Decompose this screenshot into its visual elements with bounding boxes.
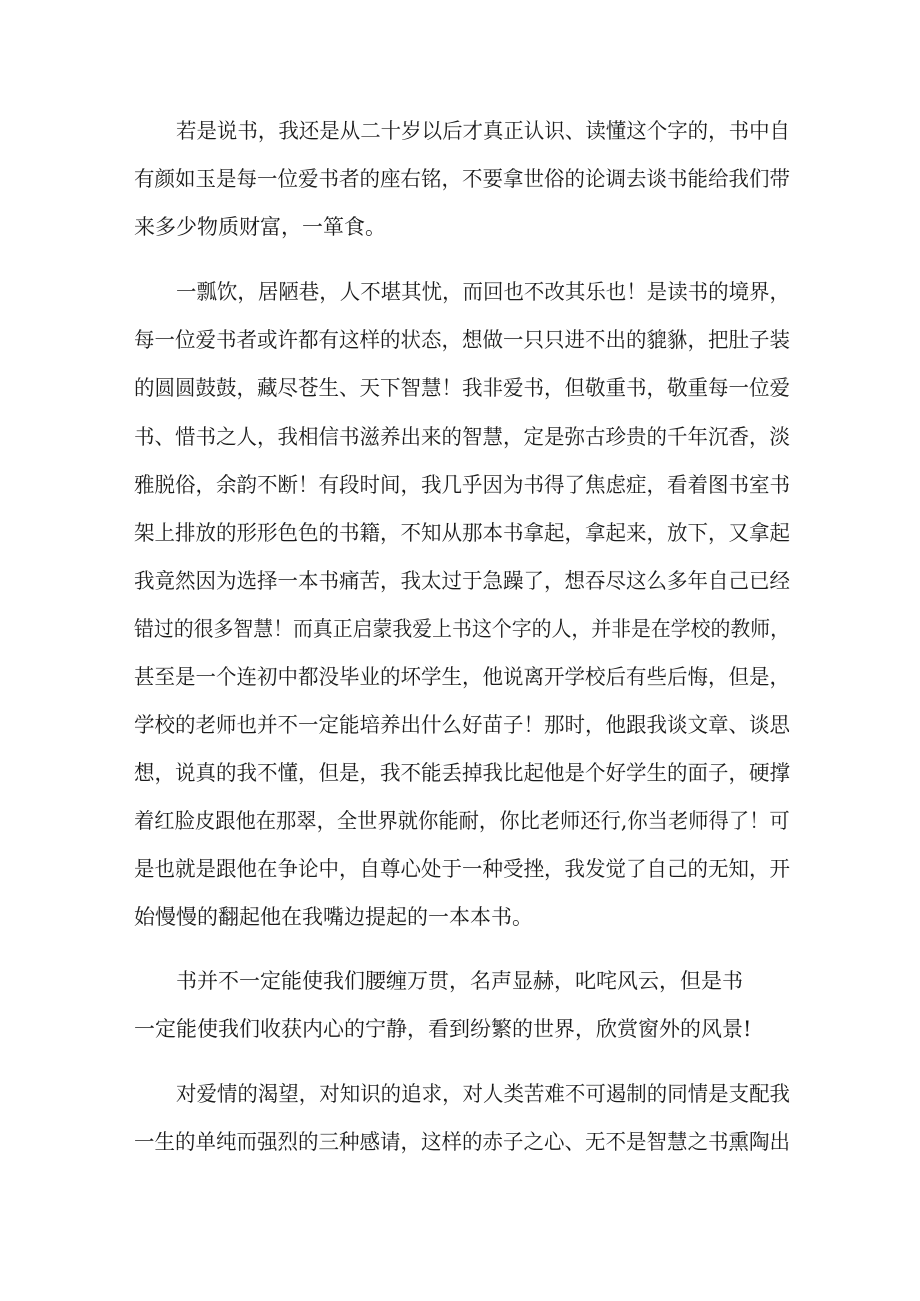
text-line: 甚至是一个连初中都没毕业的坏学生，他说离开学校后有些后悔，但是， xyxy=(134,665,790,689)
text-line: 一生的单纯而强烈的三种感请，这样的赤子之心、无不是智慧之书熏陶出 xyxy=(134,1130,790,1154)
text-line: 若是说书，我还是从二十岁以后才真正认识、读懂这个字的，书中自 xyxy=(176,119,790,143)
text-line: 我竟然因为选择一本书痛苦，我太过于急躁了，想吞尽这么多年自己已经 xyxy=(134,569,790,593)
text-line: 学校的老师也并不一定能培养出什么好苗子！那时，他跟我谈文章、谈思 xyxy=(134,713,790,737)
text-line: 来多少物质财富，一箪食。 xyxy=(134,215,386,239)
text-line: 是也就是跟他在争论中，自尊心处于一种受挫，我发觉了自己的无知，开 xyxy=(134,857,790,881)
text-line: 始慢慢的翻起他在我嘴边提起的一本本书。 xyxy=(134,905,533,929)
text-line: 一瓢饮，居陋巷，人不堪其忧，而回也不改其乐也！是读书的境界， xyxy=(176,280,790,304)
text-line: 想，说真的我不懂，但是，我不能丢掉我比起他是个好学生的面子，硬撑 xyxy=(134,761,790,785)
text-line: 架上排放的形形色色的书籍，不知从那本书拿起，拿起来，放下，又拿起 xyxy=(134,521,790,545)
text-line: 错过的很多智慧！而真正启蒙我爱上书这个字的人，并非是在学校的教师， xyxy=(134,617,790,641)
text-line: 每一位爱书者或许都有这样的状态，想做一只只进不出的貔貅，把肚子装 xyxy=(134,328,790,352)
text-line: 有颜如玉是每一位爱书者的座右铭，不要拿世俗的论调去谈书能给我们带 xyxy=(134,167,790,191)
text-line: 雅脱俗，余韵不断！有段时间，我几乎因为书得了焦虑症，看着图书室书 xyxy=(134,473,790,497)
text-line: 着红脸皮跟他在那翠，全世界就你能耐，你比老师还行,你当老师得了！可 xyxy=(134,809,790,833)
text-line: 书、惜书之人，我相信书滋养出来的智慧，定是弥古珍贵的千年沉香，淡 xyxy=(134,425,790,449)
text-line: 对爱情的渴望，对知识的追求，对人类苦难不可遏制的同情是支配我 xyxy=(176,1082,790,1106)
text-line: 书并不一定能使我们腰缠万贯，名声显赫，叱咤风云，但是书 xyxy=(176,969,743,993)
text-line: 的圆圆鼓鼓，藏尽苍生、天下智慧！我非爱书，但敬重书，敬重每一位爱 xyxy=(134,376,790,400)
text-line: 一定能使我们收获内心的宁静，看到纷繁的世界，欣赏窗外的风景! xyxy=(134,1017,752,1041)
